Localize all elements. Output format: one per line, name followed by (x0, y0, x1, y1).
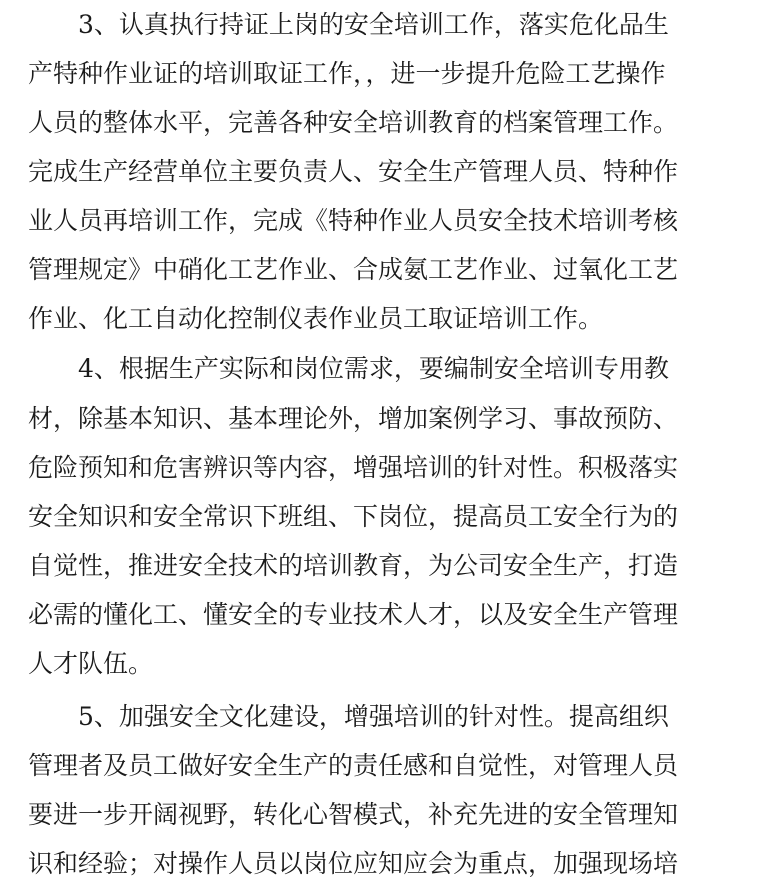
paragraph-5-line-1: 5、加强安全文化建设，增强培训的针对性。提高组织 (78, 702, 669, 731)
paragraph-5-line-4: 识和经验；对操作人员以岗位应知应会为重点，加强现场培 (28, 849, 679, 877)
paragraph-4-line-1: 4、根据生产实际和岗位需求，要编制安全培训专用教 (78, 354, 669, 383)
paragraph-3-line-5: 业人员再培训工作，完成《特种作业人员安全技术培训考核 (28, 206, 679, 235)
paragraph-3-line-7: 作业、化工自动化控制仪表作业员工取证培训工作。 (28, 304, 604, 333)
paragraph-4-line-4: 安全知识和安全常识下班组、下岗位，提高员工安全行为的 (28, 502, 679, 531)
paragraph-3-line-2: 产特种作业证的培训取证工作，，进一步提升危险工艺操作 (28, 59, 666, 88)
paragraph-3-line-4: 完成生产经营单位主要负责人、安全生产管理人员、特种作 (28, 157, 679, 186)
paragraph-4-line-6: 必需的懂化工、懂安全的专业技术人才，以及安全生产管理 (28, 600, 679, 629)
paragraph-4-line-3: 危险预知和危害辨识等内容，增强培训的针对性。积极落实 (28, 453, 679, 482)
paragraph-3-line-3: 人员的整体水平，完善各种安全培训教育的档案管理工作。 (28, 108, 679, 137)
paragraph-4-line-5: 自觉性，推进安全技术的培训教育，为公司安全生产，打造 (28, 551, 679, 580)
paragraph-3-line-6: 管理规定》中硝化工艺作业、合成氨工艺作业、过氧化工艺 (28, 255, 679, 284)
paragraph-5-line-3: 要进一步开阔视野，转化心智模式，补充先进的安全管理知 (28, 800, 679, 829)
paragraph-4-line-2: 材，除基本知识、基本理论外，增加案例学习、事故预防、 (28, 404, 679, 433)
paragraph-4-line-7: 人才队伍。 (28, 649, 154, 678)
paragraph-5-line-2: 管理者及员工做好安全生产的责任感和自觉性，对管理人员 (28, 751, 679, 780)
paragraph-3-line-1: 3、认真执行持证上岗的安全培训工作，落实危化品生 (78, 10, 669, 39)
